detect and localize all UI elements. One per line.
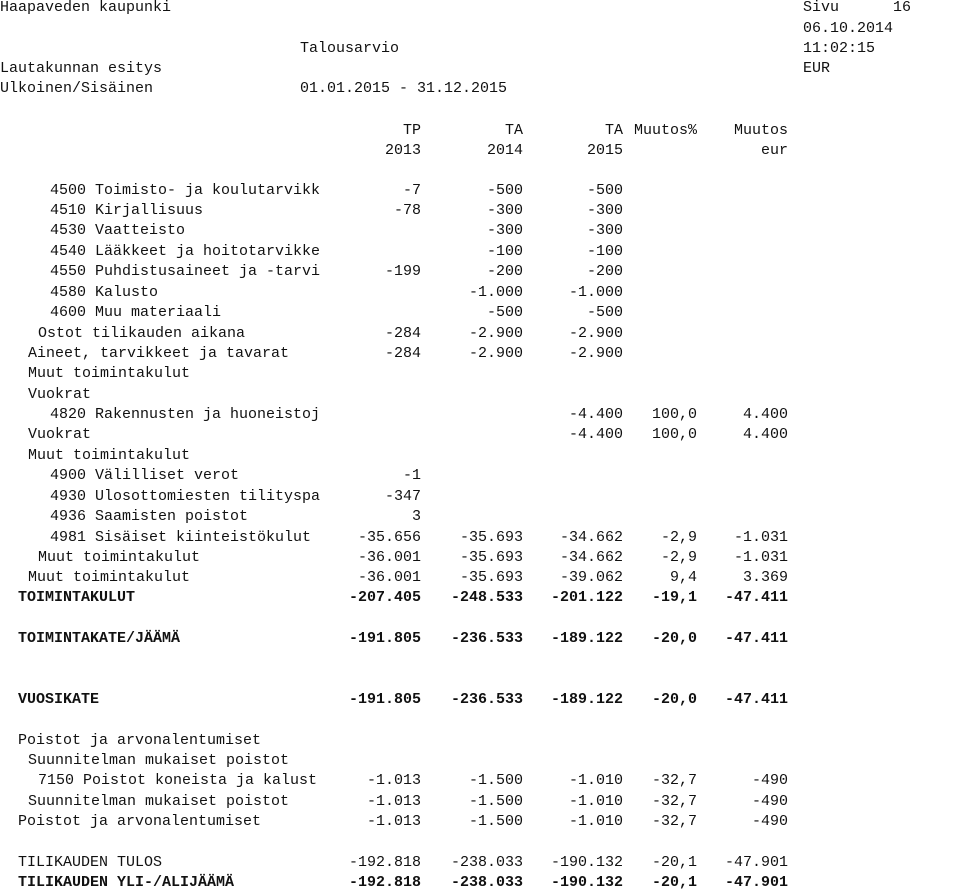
table-row — [0, 488, 960, 506]
cell-tp-2013: -347 — [384, 488, 421, 505]
row-label: 4900 Välilliset verot — [50, 467, 240, 484]
table-row — [0, 589, 960, 607]
cell-tp-2013: -284 — [384, 325, 421, 342]
cell-ta-2015: -1.010 — [568, 793, 623, 810]
cell-tp-2013: -35.656 — [357, 529, 421, 546]
report-date: 06.10.2014 — [803, 20, 894, 37]
col-header-eur: eur — [760, 142, 788, 159]
cell-ta-2014: -300 — [486, 202, 523, 219]
cell-change-eur: -1.031 — [733, 529, 788, 546]
cell-tp-2013: -1 — [402, 467, 421, 484]
table-row — [0, 691, 960, 709]
cell-change-pct: -20,0 — [651, 691, 697, 708]
table-row — [0, 426, 960, 444]
page-label: Sivu — [803, 0, 840, 16]
cell-change-pct: -19,1 — [651, 589, 697, 606]
row-label: 7150 Poistot koneista ja kalust — [38, 772, 318, 789]
row-label: 4936 Saamisten poistot — [50, 508, 249, 525]
table-row — [0, 325, 960, 343]
table-row — [0, 732, 960, 750]
col-header-year-2015: 2015 — [586, 142, 623, 159]
column-header-row-1 — [0, 122, 960, 140]
row-label: Ostot tilikauden aikana — [38, 325, 246, 342]
cell-change-pct: -2,9 — [660, 549, 697, 566]
cell-ta-2014: -300 — [486, 222, 523, 239]
cell-ta-2015: -1.000 — [568, 284, 623, 301]
cell-change-pct: -32,7 — [651, 813, 697, 830]
table-row — [0, 630, 960, 648]
table-row — [0, 345, 960, 363]
cell-change-pct: 100,0 — [651, 426, 697, 443]
col-header-change-pct: Muutos% — [633, 122, 697, 139]
row-label: Poistot ja arvonalentumiset — [18, 813, 262, 830]
cell-ta-2014: -35.693 — [459, 549, 523, 566]
org-name: Haapaveden kaupunki — [0, 0, 172, 16]
cell-ta-2014: -2.900 — [468, 345, 523, 362]
cell-tp-2013: -1.013 — [366, 813, 421, 830]
cell-change-eur: -47.411 — [724, 589, 788, 606]
cell-ta-2014: -1.500 — [468, 793, 523, 810]
cell-ta-2015: -189.122 — [550, 691, 623, 708]
cell-ta-2014: -500 — [486, 304, 523, 321]
cell-ta-2015: -100 — [586, 243, 623, 260]
row-label: TOIMINTAKATE/JÄÄMÄ — [18, 630, 181, 647]
cell-change-pct: -32,7 — [651, 793, 697, 810]
cell-change-eur: -1.031 — [733, 549, 788, 566]
cell-change-eur: -490 — [751, 793, 788, 810]
cell-tp-2013: -284 — [384, 345, 421, 362]
cell-ta-2014: -1.500 — [468, 772, 523, 789]
cell-ta-2015: -1.010 — [568, 772, 623, 789]
cell-tp-2013: -1.013 — [366, 793, 421, 810]
cell-ta-2015: -190.132 — [550, 854, 623, 871]
cell-ta-2015: -500 — [586, 304, 623, 321]
table-row — [0, 447, 960, 465]
row-label: Muut toimintakulut — [28, 569, 191, 586]
table-row — [0, 467, 960, 485]
report-title: Talousarvio — [300, 40, 400, 57]
cell-change-pct: -2,9 — [660, 529, 697, 546]
cell-ta-2015: -189.122 — [550, 630, 623, 647]
cell-ta-2014: -238.033 — [450, 854, 523, 871]
row-label: 4820 Rakennusten ja huoneistoj — [50, 406, 321, 423]
row-label: 4600 Muu materiaali — [50, 304, 222, 321]
row-label: VUOSIKATE — [18, 691, 100, 708]
col-header-tp: TP — [402, 122, 421, 139]
table-row — [0, 874, 960, 892]
cell-ta-2015: -34.662 — [559, 549, 623, 566]
cell-tp-2013: -7 — [402, 182, 421, 199]
cell-change-pct: -20,1 — [651, 854, 697, 871]
row-label: TILIKAUDEN YLI-/ALIJÄÄMÄ — [18, 874, 235, 891]
cell-ta-2015: -190.132 — [550, 874, 623, 891]
cell-ta-2014: -1.000 — [468, 284, 523, 301]
cell-change-pct: 9,4 — [669, 569, 697, 586]
row-label: Suunnitelman mukaiset poistot — [28, 793, 290, 810]
column-header-row-2 — [0, 142, 960, 160]
table-row — [0, 365, 960, 383]
table-row — [0, 182, 960, 200]
row-label: Muut toimintakulut — [28, 365, 191, 382]
table-row — [0, 386, 960, 404]
cell-tp-2013: -192.818 — [348, 874, 421, 891]
cell-ta-2014: -35.693 — [459, 569, 523, 586]
page-number: 16 — [893, 0, 912, 16]
cell-ta-2014: -248.533 — [450, 589, 523, 606]
row-label: 4500 Toimisto- ja koulutarvikk — [50, 182, 321, 199]
table-row — [0, 549, 960, 567]
cell-ta-2015: -2.900 — [568, 345, 623, 362]
cell-ta-2014: -1.500 — [468, 813, 523, 830]
table-row — [0, 793, 960, 811]
committee-label: Lautakunnan esitys — [0, 60, 163, 77]
currency-label: EUR — [803, 60, 831, 77]
cell-change-pct: -32,7 — [651, 772, 697, 789]
cell-change-eur: 4.400 — [742, 426, 788, 443]
cell-tp-2013: -192.818 — [348, 854, 421, 871]
col-header-ta-2015: TA — [604, 122, 623, 139]
cell-change-eur: -47.411 — [724, 691, 788, 708]
table-row — [0, 263, 960, 281]
cell-ta-2015: -300 — [586, 202, 623, 219]
cell-ta-2014: -100 — [486, 243, 523, 260]
cell-change-eur: 3.369 — [742, 569, 788, 586]
table-row — [0, 772, 960, 790]
cell-tp-2013: -1.013 — [366, 772, 421, 789]
row-label: Muut toimintakulut — [28, 447, 191, 464]
table-row — [0, 508, 960, 526]
cell-ta-2014: -2.900 — [468, 325, 523, 342]
cell-ta-2014: -500 — [486, 182, 523, 199]
table-row — [0, 752, 960, 770]
cell-ta-2014: -200 — [486, 263, 523, 280]
cell-ta-2015: -300 — [586, 222, 623, 239]
cell-ta-2015: -1.010 — [568, 813, 623, 830]
cell-ta-2014: -236.533 — [450, 630, 523, 647]
table-row — [0, 222, 960, 240]
cell-tp-2013: -78 — [393, 202, 421, 219]
cell-tp-2013: -191.805 — [348, 630, 421, 647]
cell-ta-2015: -4.400 — [568, 426, 623, 443]
col-header-year-2013: 2013 — [384, 142, 421, 159]
cell-ta-2014: -238.033 — [450, 874, 523, 891]
row-label: 4550 Puhdistusaineet ja -tarvi — [50, 263, 321, 280]
cell-ta-2015: -500 — [586, 182, 623, 199]
row-label: 4540 Lääkkeet ja hoitotarvikke — [50, 243, 321, 260]
cell-ta-2015: -4.400 — [568, 406, 623, 423]
cell-tp-2013: -36.001 — [357, 569, 421, 586]
row-label: 4930 Ulosottomiesten tilityspa — [50, 488, 321, 505]
cell-ta-2015: -39.062 — [559, 569, 623, 586]
row-label: Muut toimintakulut — [38, 549, 201, 566]
cell-change-eur: -490 — [751, 772, 788, 789]
table-row — [0, 406, 960, 424]
row-label: Vuokrat — [28, 426, 92, 443]
row-label: Suunnitelman mukaiset poistot — [28, 752, 290, 769]
table-row — [0, 243, 960, 261]
row-label: 4530 Vaatteisto — [50, 222, 186, 239]
cell-ta-2015: -2.900 — [568, 325, 623, 342]
scope-label: Ulkoinen/Sisäinen — [0, 80, 154, 97]
cell-change-eur: -47.411 — [724, 630, 788, 647]
cell-change-pct: -20,1 — [651, 874, 697, 891]
cell-change-pct: -20,0 — [651, 630, 697, 647]
table-row — [0, 529, 960, 547]
cell-ta-2015: -34.662 — [559, 529, 623, 546]
report-time: 11:02:15 — [803, 40, 876, 57]
row-label: Aineet, tarvikkeet ja tavarat — [28, 345, 290, 362]
table-row — [0, 569, 960, 587]
cell-change-eur: -47.901 — [724, 874, 788, 891]
period-label: 01.01.2015 - 31.12.2015 — [300, 80, 508, 97]
table-row — [0, 304, 960, 322]
cell-ta-2014: -35.693 — [459, 529, 523, 546]
cell-change-eur: -490 — [751, 813, 788, 830]
cell-change-eur: 4.400 — [742, 406, 788, 423]
cell-tp-2013: -207.405 — [348, 589, 421, 606]
row-label: TILIKAUDEN TULOS — [18, 854, 163, 871]
table-row — [0, 854, 960, 872]
table-row — [0, 202, 960, 220]
col-header-year-2014: 2014 — [486, 142, 523, 159]
cell-ta-2015: -201.122 — [550, 589, 623, 606]
cell-tp-2013: -191.805 — [348, 691, 421, 708]
cell-change-pct: 100,0 — [651, 406, 697, 423]
table-row — [0, 813, 960, 831]
col-header-change-eur: Muutos — [733, 122, 788, 139]
cell-tp-2013: -36.001 — [357, 549, 421, 566]
col-header-ta-2014: TA — [504, 122, 523, 139]
cell-ta-2014: -236.533 — [450, 691, 523, 708]
row-label: 4510 Kirjallisuus — [50, 202, 204, 219]
table-row — [0, 284, 960, 302]
row-label: Poistot ja arvonalentumiset — [18, 732, 262, 749]
cell-tp-2013: 3 — [411, 508, 421, 525]
row-label: 4981 Sisäiset kiinteistökulut — [50, 529, 312, 546]
row-label: TOIMINTAKULUT — [18, 589, 136, 606]
row-label: Vuokrat — [28, 386, 92, 403]
cell-ta-2015: -200 — [586, 263, 623, 280]
cell-change-eur: -47.901 — [724, 854, 788, 871]
cell-tp-2013: -199 — [384, 263, 421, 280]
row-label: 4580 Kalusto — [50, 284, 159, 301]
